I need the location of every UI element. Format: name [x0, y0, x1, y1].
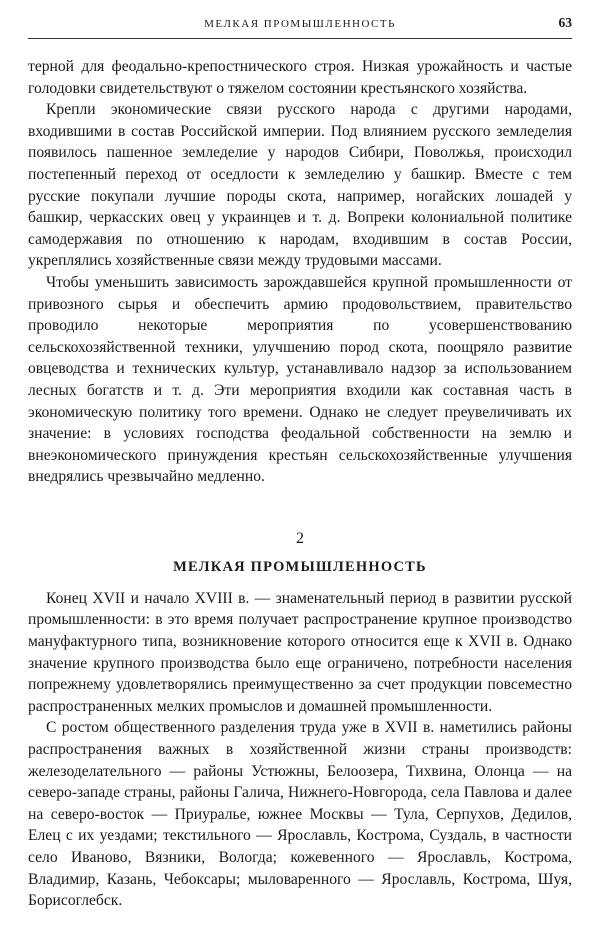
section-title: МЕЛКАЯ ПРОМЫШЛЕННОСТЬ [173, 558, 427, 575]
paragraph: терной для феодально-крепостнического строя. Низкая урожайность и частые голодовки свидетельствуют о тяжелом состоянии крестьянского хозяйства. [28, 58, 572, 97]
paragraph: Конец XVII и начало XVIII в. — знаменательный период в развитии русской промышленности: в это время получает распространение крупное производство мануфактурного типа, возникновение которого относится еще к XVII в. Однако значение крупного производства было еще ограничено, потребности населения попрежнему удовлетворялись преимущественно за счет продукции повсеместно распространенных мелких промыслов и домашней промышленности. [28, 589, 572, 715]
paragraph: Крепли экономические связи русского народа с другими народами, входившими в состав Российской империи. Под влиянием русского земледелия появилось пашенное земледелие у народов Сибири, Поволжья, происходил постепенный переход от оседлости к земледелию у башкир. Вместе с тем русские покупали лучшие породы скота, например, ногайских лошадей у башкир, черкасских овец у украинцев и т. д. Вопреки колониальной политике самодержавия по отношению к народам, входившим в состав России, укреплялись хозяйственные связи между трудовыми массами. [28, 101, 572, 270]
paragraph: Чтобы уменьшить зависимость зарождавшейся крупной промышленности от привозного сырья и обеспечить армию продовольствием, правительство проводило некоторые мероприятия по усовершенствованию сельскохозяйственной техники, улучшению пород скота, поощряло развитие овцеводства и технических культур, устанавливало надзор за использованием лесных богатств и т. д. Эти мероприятия входили как составная часть в экономическую политику того времени. Однако не следует преувеличивать их значение: в условиях господства феодальной собственности на землю и внеэкономического принуждения крестьян сельскохозяйственные улучшения внедрялись чрезвычайно медленно. [28, 273, 572, 486]
section-number: 2 [296, 529, 304, 547]
paragraph: С ростом общественного разделения труда уже в XVII в. наметились районы распространения важных в хозяйственной жизни страны производств: железоделательного — районы Устюжны, Белоозера, Тихвина, Олонца — на северо-западе страны, районы Галича, Нижнего-Новгорода, села Павлова и далее на северо-восток — Приуралье, южнее Москвы — Тула, Серпухов, Дедилов, Елец с их уездами; текстильного — Ярославль, Кострома, Суздаль, в частности село Иваново, Вязники, Вологда; кожевенного — Ярославль, Кострома, Владимир, Казань, Чебоксары; мыловаренного — Ярославль, Кострома, Шуя, Борисоглебск. [28, 719, 572, 910]
running-header [28, 10, 572, 39]
page-number: 63 [558, 15, 572, 30]
body-text [28, 56, 572, 912]
running-title: МЕЛКАЯ ПРОМЫШЛЕННОСТЬ [204, 18, 396, 30]
